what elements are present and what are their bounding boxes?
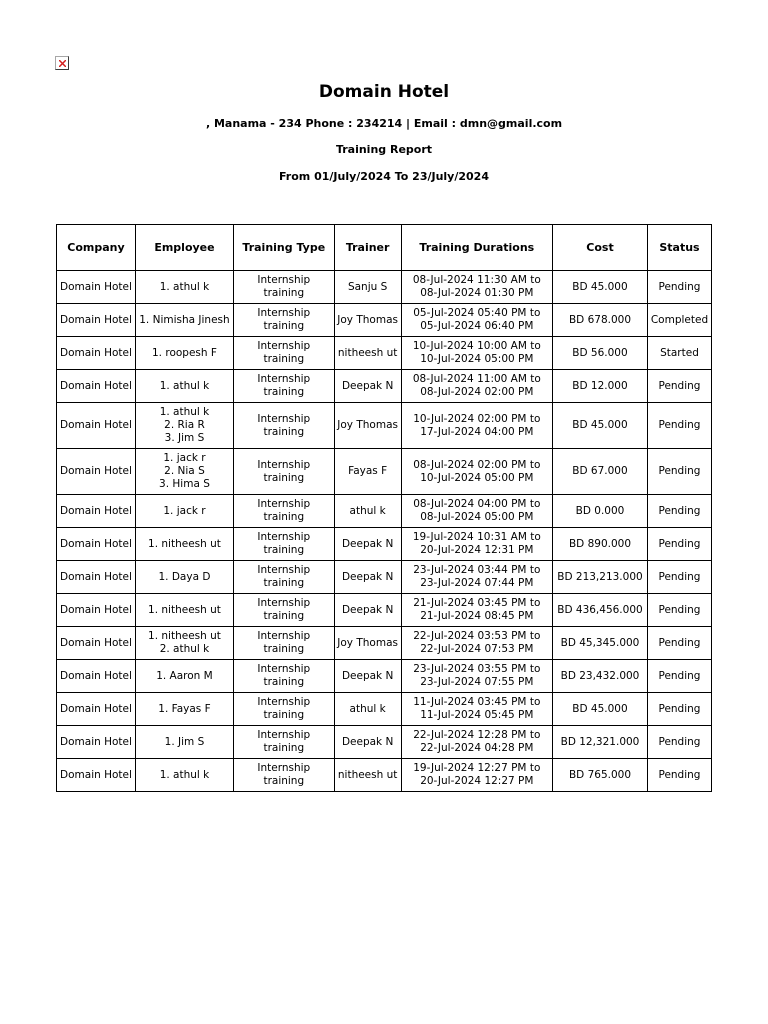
table-row [57, 337, 712, 370]
cell-training-type: Internship training [233, 759, 334, 792]
cell-training-type: Internship training [233, 528, 334, 561]
column-header-employee: Employee [135, 225, 233, 271]
employee-name: 1. Fayas F [158, 702, 211, 715]
employee-name: 1. athul k [159, 406, 210, 418]
cell-company: Domain Hotel [57, 528, 136, 561]
cell-training-duration: 10-Jul-2024 02:00 PM to 17-Jul-2024 04:00 PM [401, 403, 552, 449]
cell-trainer: Joy Thomas [334, 627, 401, 660]
employee-name: 1. athul k [159, 379, 210, 392]
table-row [57, 660, 712, 693]
cell-employee [135, 370, 233, 403]
table-row [57, 403, 712, 449]
cell-trainer: Joy Thomas [334, 403, 401, 449]
cell-company: Domain Hotel [57, 403, 136, 449]
cell-trainer: Deepak N [334, 528, 401, 561]
cell-trainer: athul k [334, 495, 401, 528]
table-row [57, 449, 712, 495]
cell-company: Domain Hotel [57, 337, 136, 370]
cell-company: Domain Hotel [57, 660, 136, 693]
cell-employee [135, 528, 233, 561]
red-x-icon [59, 60, 66, 67]
cell-company: Domain Hotel [57, 271, 136, 304]
cell-cost: BD 56.000 [553, 337, 648, 370]
table-header-row [57, 225, 712, 271]
cell-cost: BD 45.000 [553, 271, 648, 304]
employee-name: 1. jack r [163, 452, 206, 464]
cell-status: Pending [647, 660, 711, 693]
cell-cost: BD 12,321.000 [553, 726, 648, 759]
cell-training-type: Internship training [233, 660, 334, 693]
cell-cost: BD 23,432.000 [553, 660, 648, 693]
cell-training-type: Internship training [233, 271, 334, 304]
cell-training-duration: 23-Jul-2024 03:55 PM to 23-Jul-2024 07:55 PM [401, 660, 552, 693]
employee-name: 1. nitheesh ut [148, 630, 221, 642]
cell-status: Pending [647, 759, 711, 792]
cell-employee [135, 693, 233, 726]
cell-training-duration: 23-Jul-2024 03:44 PM to 23-Jul-2024 07:44 PM [401, 561, 552, 594]
employee-name: 1. athul k [159, 280, 210, 293]
cell-trainer: Deepak N [334, 561, 401, 594]
cell-employee [135, 726, 233, 759]
column-header-training-type: Training Type [233, 225, 334, 271]
cell-training-type: Internship training [233, 495, 334, 528]
cell-employee [135, 759, 233, 792]
cell-company: Domain Hotel [57, 759, 136, 792]
table-row [57, 495, 712, 528]
cell-trainer: Deepak N [334, 370, 401, 403]
cell-cost: BD 45.000 [553, 403, 648, 449]
cell-employee [135, 594, 233, 627]
cell-employee [135, 304, 233, 337]
cell-cost: BD 678.000 [553, 304, 648, 337]
cell-trainer: Deepak N [334, 726, 401, 759]
cell-training-type: Internship training [233, 561, 334, 594]
cell-trainer: nitheesh ut [334, 337, 401, 370]
cell-employee [135, 403, 233, 449]
cell-training-type: Internship training [233, 370, 334, 403]
cell-employee [135, 660, 233, 693]
cell-trainer: Joy Thomas [334, 304, 401, 337]
cell-company: Domain Hotel [57, 495, 136, 528]
cell-employee [135, 271, 233, 304]
cell-training-type: Internship training [233, 304, 334, 337]
employee-name: 3. Hima S [159, 478, 210, 490]
employee-name: 2. athul k [159, 643, 210, 655]
cell-status: Pending [647, 403, 711, 449]
company-title: Domain Hotel [318, 82, 450, 102]
cell-status: Pending [647, 271, 711, 304]
table-row [57, 627, 712, 660]
employee-name: 2. Ria R [164, 419, 205, 431]
table-row [57, 370, 712, 403]
cell-status: Completed [647, 304, 711, 337]
employee-name: 1. Jim S [164, 735, 205, 748]
table-row [57, 759, 712, 792]
cell-trainer: nitheesh ut [334, 759, 401, 792]
cell-cost: BD 67.000 [553, 449, 648, 495]
employee-name: 3. Jim S [164, 432, 205, 444]
cell-employee [135, 337, 233, 370]
cell-status: Pending [647, 370, 711, 403]
employee-name: 2. Nia S [164, 465, 205, 477]
cell-training-duration: 08-Jul-2024 04:00 PM to 08-Jul-2024 05:00 PM [401, 495, 552, 528]
cell-cost: BD 0.000 [553, 495, 648, 528]
cell-employee [135, 495, 233, 528]
cell-training-duration: 22-Jul-2024 03:53 PM to 22-Jul-2024 07:53 PM [401, 627, 552, 660]
cell-cost: BD 12.000 [553, 370, 648, 403]
employee-name: 1. Daya D [158, 570, 211, 583]
address-line: , Manama - 234 Phone : 234214 | Email : dmn@gmail.com [205, 117, 563, 130]
column-header-trainer: Trainer [334, 225, 401, 271]
employee-name: 1. Aaron M [156, 669, 213, 682]
column-header-status: Status [647, 225, 711, 271]
employee-name: 1. nitheesh ut [148, 537, 221, 550]
cell-trainer: Fayas F [334, 449, 401, 495]
report-title: Training Report [335, 143, 433, 156]
cell-training-type: Internship training [233, 594, 334, 627]
cell-employee [135, 449, 233, 495]
table-row [57, 528, 712, 561]
cell-trainer: Deepak N [334, 594, 401, 627]
cell-trainer: Deepak N [334, 660, 401, 693]
cell-training-type: Internship training [233, 627, 334, 660]
cell-company: Domain Hotel [57, 726, 136, 759]
table-row [57, 561, 712, 594]
cell-company: Domain Hotel [57, 449, 136, 495]
cell-status: Pending [647, 726, 711, 759]
table-row [57, 594, 712, 627]
cell-status: Pending [647, 449, 711, 495]
cell-training-duration: 08-Jul-2024 11:30 AM to 08-Jul-2024 01:30 PM [401, 271, 552, 304]
cell-cost: BD 45.000 [553, 693, 648, 726]
broken-image-icon [55, 56, 69, 70]
training-report-table [56, 224, 712, 792]
cell-status: Pending [647, 627, 711, 660]
cell-company: Domain Hotel [57, 304, 136, 337]
employee-name: 1. athul k [159, 768, 210, 781]
cell-company: Domain Hotel [57, 693, 136, 726]
column-header-company: Company [57, 225, 136, 271]
table-body [57, 271, 712, 792]
table-row [57, 726, 712, 759]
cell-training-duration: 08-Jul-2024 02:00 PM to 10-Jul-2024 05:00 PM [401, 449, 552, 495]
column-header-cost: Cost [553, 225, 648, 271]
cell-status: Pending [647, 693, 711, 726]
table-row [57, 271, 712, 304]
cell-training-type: Internship training [233, 403, 334, 449]
cell-training-duration: 05-Jul-2024 05:40 PM to 05-Jul-2024 06:40 PM [401, 304, 552, 337]
cell-training-duration: 08-Jul-2024 11:00 AM to 08-Jul-2024 02:00 PM [401, 370, 552, 403]
column-header-training-durations: Training Durations [401, 225, 552, 271]
cell-cost: BD 765.000 [553, 759, 648, 792]
cell-status: Pending [647, 528, 711, 561]
cell-company: Domain Hotel [57, 561, 136, 594]
cell-employee [135, 561, 233, 594]
cell-training-duration: 11-Jul-2024 03:45 PM to 11-Jul-2024 05:45 PM [401, 693, 552, 726]
employee-name: 1. Nimisha Jinesh [139, 313, 230, 326]
table-row [57, 693, 712, 726]
cell-trainer: Sanju S [334, 271, 401, 304]
cell-employee [135, 627, 233, 660]
cell-company: Domain Hotel [57, 594, 136, 627]
cell-trainer: athul k [334, 693, 401, 726]
employee-name: 1. roopesh F [152, 346, 217, 359]
report-period: From 01/July/2024 To 23/July/2024 [279, 170, 489, 183]
cell-training-duration: 19-Jul-2024 12:27 PM to 20-Jul-2024 12:27 PM [401, 759, 552, 792]
cell-training-type: Internship training [233, 693, 334, 726]
cell-training-duration: 22-Jul-2024 12:28 PM to 22-Jul-2024 04:28 PM [401, 726, 552, 759]
cell-training-type: Internship training [233, 449, 334, 495]
employee-name: 1. jack r [163, 504, 206, 517]
cell-training-type: Internship training [233, 726, 334, 759]
cell-training-type: Internship training [233, 337, 334, 370]
cell-status: Pending [647, 561, 711, 594]
cell-training-duration: 21-Jul-2024 03:45 PM to 21-Jul-2024 08:45 PM [401, 594, 552, 627]
cell-status: Pending [647, 594, 711, 627]
cell-company: Domain Hotel [57, 627, 136, 660]
cell-cost: BD 890.000 [553, 528, 648, 561]
table-row [57, 304, 712, 337]
cell-company: Domain Hotel [57, 370, 136, 403]
cell-training-duration: 19-Jul-2024 10:31 AM to 20-Jul-2024 12:31 PM [401, 528, 552, 561]
cell-cost: BD 213,213.000 [553, 561, 648, 594]
cell-status: Started [647, 337, 711, 370]
employee-name: 1. nitheesh ut [148, 603, 221, 616]
cell-status: Pending [647, 495, 711, 528]
cell-training-duration: 10-Jul-2024 10:00 AM to 10-Jul-2024 05:00 PM [401, 337, 552, 370]
cell-cost: BD 45,345.000 [553, 627, 648, 660]
cell-cost: BD 436,456.000 [553, 594, 648, 627]
